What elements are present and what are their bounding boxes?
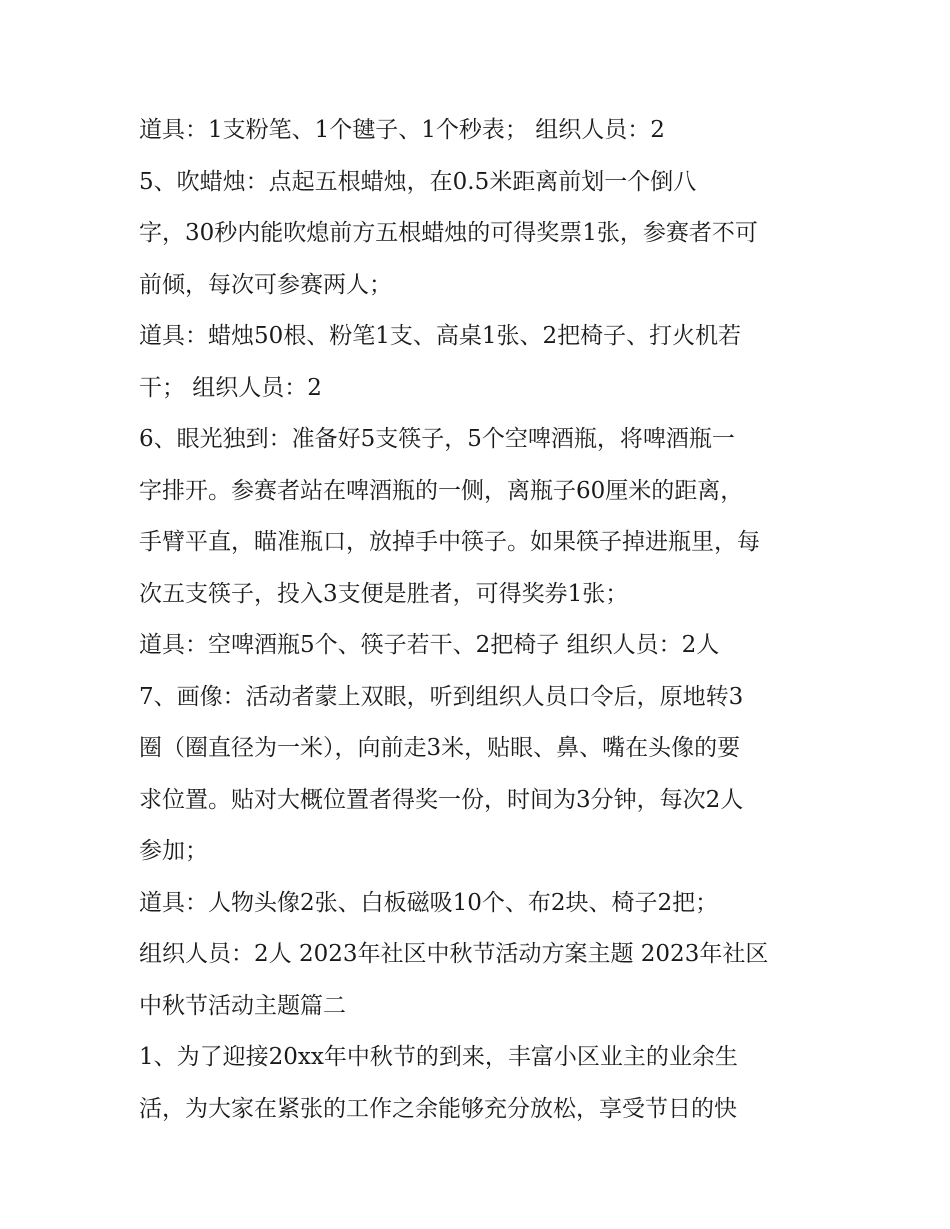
- text-line: 次五支筷子，投入3支便是胜者，可得奖券1张；: [139, 580, 629, 607]
- text-line: 参加；: [139, 838, 208, 864]
- text-line: 前倾，每次可参赛两人；: [139, 271, 392, 298]
- text-line: 活，为大家在紧张的工作之余能够充分放松，享受节日的快: [139, 1095, 737, 1122]
- text-line: 字排开。参赛者站在啤酒瓶的一侧，离瓶子60厘米的距离，: [139, 477, 744, 504]
- text-line: 字，30秒内能吹熄前方五根蜡烛的可得奖票1张，参赛者不可: [139, 220, 758, 246]
- text-line: 干； 组织人员：2: [139, 374, 322, 401]
- text-line: 7、画像：活动者蒙上双眼，听到组织人员口令后，原地转3: [139, 683, 744, 710]
- text-line: 6、眼光独到：准备好5支筷子，5个空啤酒瓶，将啤酒瓶一: [139, 426, 735, 452]
- text-line: 道具：1支粉笔、1个毽子、1个秒表； 组织人员：2: [139, 117, 665, 143]
- text-line: 道具：空啤酒瓶5个、筷子若干、2把椅子 组织人员：2人: [139, 632, 720, 658]
- text-line: 5、吹蜡烛：点起五根蜡烛，在0.5米距离前划一个倒八: [139, 168, 697, 195]
- text-line: 中秋节活动主题篇二: [139, 992, 346, 1019]
- text-line: 求位置。贴对大概位置者得奖一份，时间为3分钟，每次2人: [139, 786, 744, 813]
- text-line: 手臂平直，瞄准瓶口，放掉手中筷子。如果筷子掉进瓶里，每: [139, 529, 760, 555]
- text-line: 圈（圈直径为一米），向前走3米，贴眼、鼻、嘴在头像的要: [139, 735, 741, 761]
- text-line: 道具：蜡烛50根、粉笔1支、高桌1张、2把椅子、打火机若: [139, 323, 742, 349]
- text-line: 道具：人物头像2张、白板磁吸10个、布2块、椅子2把；: [139, 889, 719, 916]
- text-line: 1、为了迎接20xx年中秋节的到来，丰富小区业主的业余生: [139, 1044, 738, 1070]
- document-body: [139, 110, 829, 1140]
- text-line: 组织人员：2人 2023年社区中秋节活动方案主题 2023年社区: [139, 941, 769, 967]
